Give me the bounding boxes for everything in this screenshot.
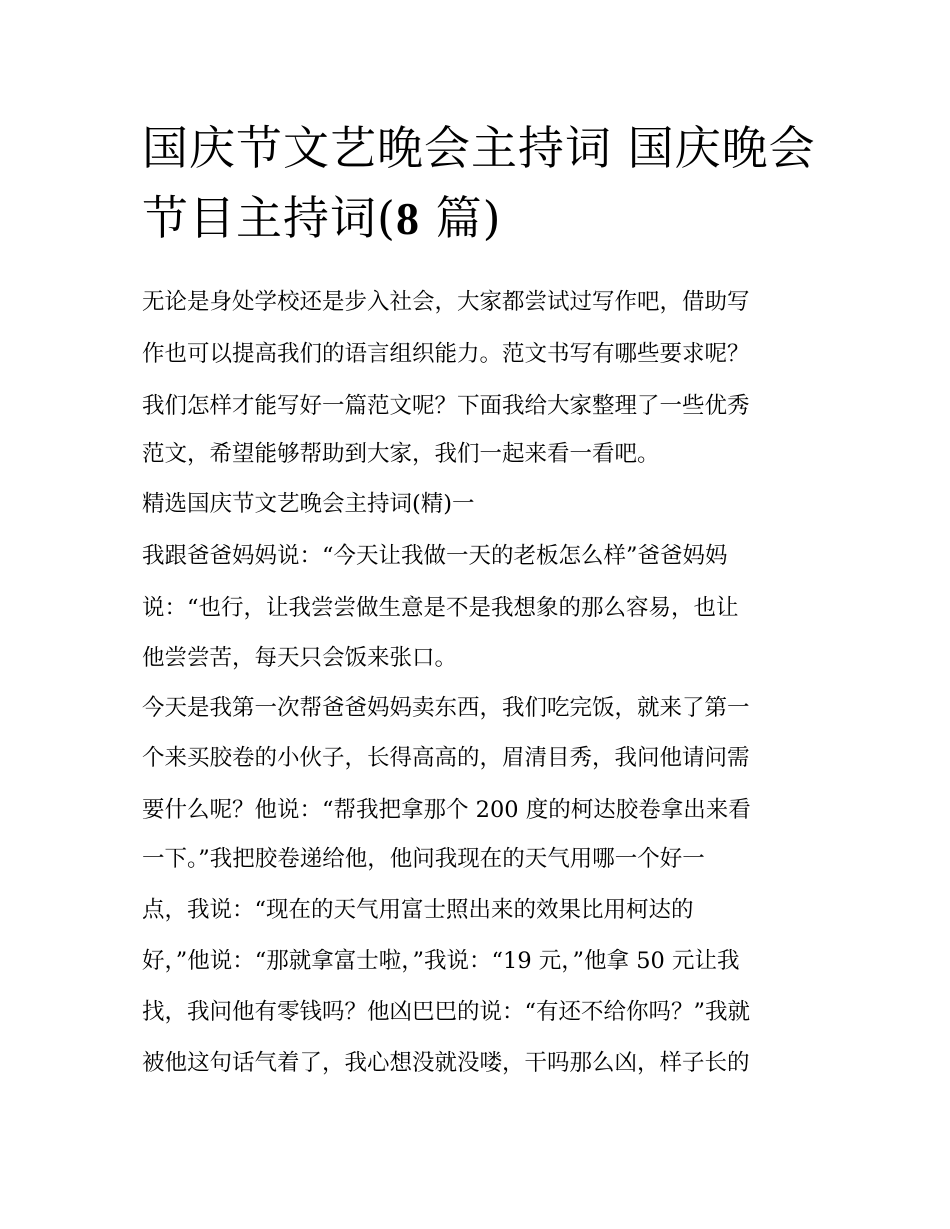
paragraph-2-line-4: 一下。”我把胶卷递给他，他问我现在的天气用哪一个好一 — [142, 846, 705, 872]
section-heading: 精选国庆节文艺晚会主持词(精)一 — [142, 491, 475, 517]
paragraph-2-line-8: 被他这句话气着了，我心想没就没喽，干吗那么凶，样子长的 — [142, 1050, 750, 1076]
paragraph-1-line-1: 我跟爸爸妈妈说：“今天让我做一天的老板怎么样”爸爸妈妈 — [142, 543, 728, 569]
paragraph-1-line-2: 说：“也行，让我尝尝做生意是不是我想象的那么容易，也让 — [142, 595, 739, 621]
paragraph-2-line-7: 找，我问他有零钱吗？他凶巴巴的说：“有还不给你吗？”我就 — [142, 999, 751, 1025]
document-title — [142, 113, 822, 254]
paragraph-2-line-2: 个来买胶卷的小伙子，长得高高的，眉清目秀，我问他请问需 — [142, 745, 750, 771]
intro-line-1: 无论是身处学校还是步入社会，大家都尝试过写作吧，借助写 — [142, 289, 750, 315]
paragraph-2-line-3: 要什么呢？他说：“帮我把拿那个 200 度的柯达胶卷拿出来看 — [142, 797, 751, 823]
title-text-part2: 篇) — [419, 191, 502, 245]
paragraph-1-line-3: 他尝尝苦，每天只会饭来张口。 — [142, 645, 458, 671]
intro-line-3: 我们怎样才能写好一篇范文呢？下面我给大家整理了一些优秀 — [142, 393, 750, 419]
title-text-part1: 国庆节文艺晚会主持词 国庆晚会节目主持词( — [142, 121, 816, 245]
intro-line-4: 范文，希望能够帮助到大家，我们一起来看一看吧。 — [142, 441, 660, 467]
paragraph-2-line-6: 好，”他说：“那就拿富士啦，”我说：“19 元，”他拿 50 元让我 — [142, 948, 740, 974]
intro-line-2: 作也可以提高我们的语言组织能力。范文书写有哪些要求呢？ — [142, 341, 750, 367]
paragraph-2-line-5: 点，我说：“现在的天气用富士照出来的效果比用柯达的 — [142, 897, 694, 923]
title-number: 8 — [395, 193, 420, 244]
paragraph-2-line-1: 今天是我第一次帮爸爸妈妈卖东西，我们吃完饭，就来了第一 — [142, 695, 750, 721]
